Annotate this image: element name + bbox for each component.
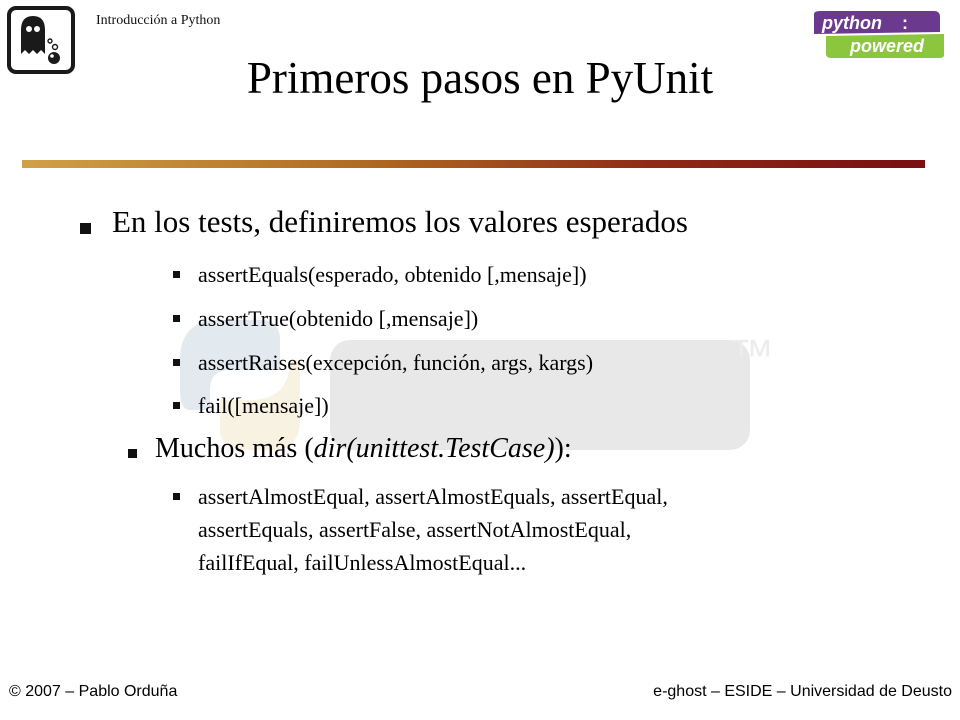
bullet-marker <box>173 359 180 366</box>
bullet-marker <box>173 271 180 278</box>
bullet-item <box>155 433 572 465</box>
slide-title: Primeros pasos en PyUnit <box>246 53 714 103</box>
footer-copyright: © 2007 – Pablo Orduña <box>9 683 178 700</box>
bullet-marker <box>173 315 180 322</box>
bullet-item: assertTrue(obtenido [,mensaje]) <box>198 306 479 331</box>
bullet-item: fail([mensaje]) <box>198 393 329 418</box>
bullet-suffix: ): <box>554 433 572 464</box>
bullet-item: assertEquals(esperado, obtenido [,mensaje]) <box>198 262 587 287</box>
badge-line2: powered <box>850 36 925 56</box>
bullet-marker <box>173 493 180 500</box>
badge-line1: python <box>822 13 882 33</box>
bullet-line: assertAlmostEqual, assertAlmostEquals, assertEqual, <box>198 484 668 509</box>
bullet-marker <box>128 449 137 458</box>
bullet-line: assertEquals, assertFalse, assertNotAlmostEqual, <box>198 517 632 542</box>
bullet-line: failIfEqual, failUnlessAlmostEqual... <box>198 550 527 575</box>
bullet-code: dir(unittest.TestCase) <box>313 433 555 464</box>
bullet-item: En los tests, definiremos los valores esperados <box>112 204 688 239</box>
svg-text::: : <box>902 13 908 33</box>
bullet-item: assertRaises(excepción, función, args, kargs) <box>198 350 594 375</box>
bullet-marker <box>80 223 91 234</box>
svg-text:™: ™ <box>730 331 774 380</box>
bullet-prefix: Muchos más ( <box>155 433 314 464</box>
bullet-item <box>198 480 668 579</box>
bullet-marker <box>173 402 180 409</box>
course-title: Introducción a Python <box>96 13 221 28</box>
footer-organization: e-ghost – ESIDE – Universidad de Deusto <box>653 683 952 700</box>
